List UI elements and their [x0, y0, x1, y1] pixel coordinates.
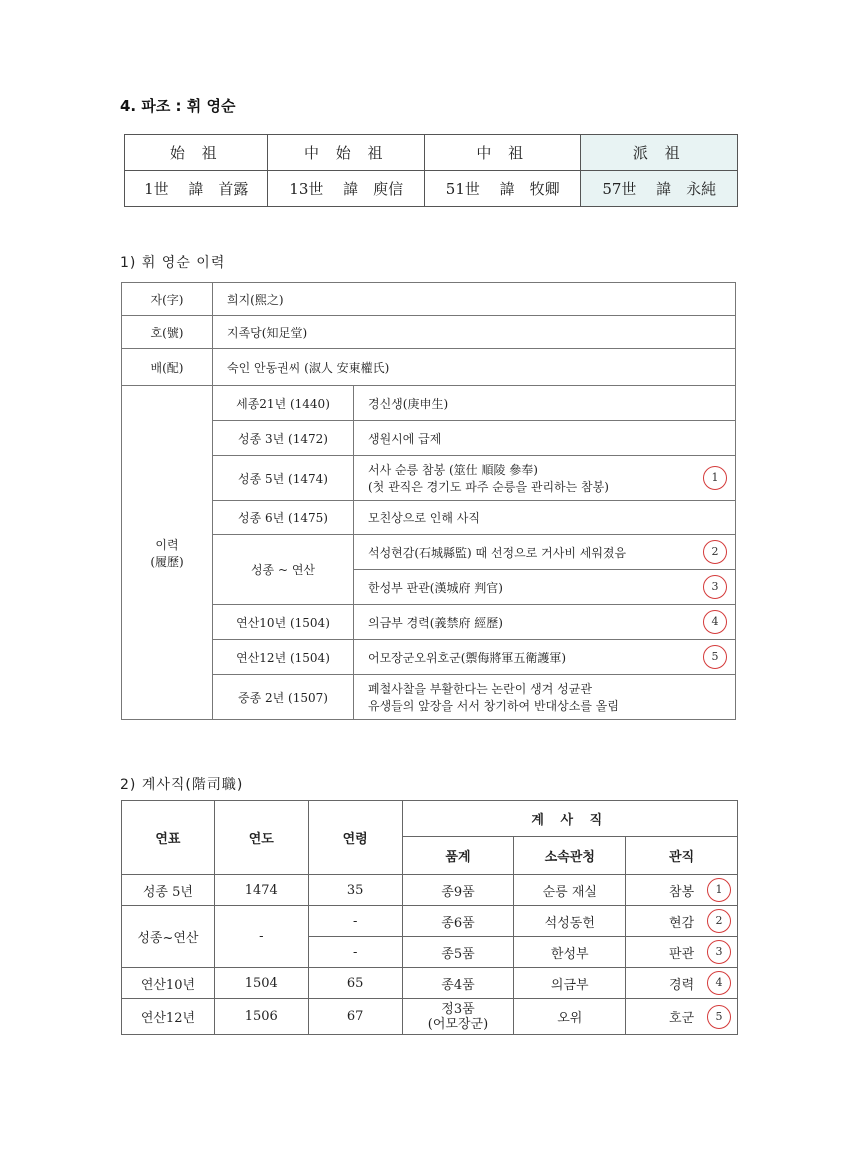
history-event-text: 어모장군오위호군(禦侮將軍五衛護軍) [368, 650, 567, 665]
footnote-marker: 5 [703, 645, 727, 669]
rank-table [121, 800, 738, 1035]
history-event [354, 675, 736, 720]
cell-age: 35 [308, 875, 402, 906]
cell-grade: 종5품 [402, 937, 514, 968]
table-row [122, 283, 736, 316]
cell-year: 1506 [214, 999, 308, 1035]
cell-age: - [308, 906, 402, 937]
col-header-post: 관직 [626, 837, 738, 875]
section-title-history: 1) 휘 영순 이력 [120, 255, 226, 271]
cell-office: 석성동헌 [514, 906, 626, 937]
post-text: 참봉 [669, 884, 695, 900]
ho-label: 호(號) [122, 316, 213, 349]
history-year: 성종 3년 (1472) [213, 421, 354, 456]
history-year: 세종21년 (1440) [213, 386, 354, 421]
cell-grade: 종9품 [402, 875, 514, 906]
history-year: 성종 6년 (1475) [213, 501, 354, 535]
lineage-value: 1世 諱 首露 [125, 171, 268, 207]
history-row [122, 421, 736, 456]
history-label-main: 이력 [155, 537, 179, 552]
table-row [122, 349, 736, 386]
footnote-marker: 1 [707, 878, 731, 902]
cell-post [626, 875, 738, 906]
history-year: 연산12년 (1504) [213, 640, 354, 675]
lineage-value: 57世 諱 永純 [581, 171, 738, 207]
cell-grade: 종6품 [402, 906, 514, 937]
lineage-header: 派 祖 [581, 135, 738, 171]
cell-post [626, 937, 738, 968]
history-row [122, 640, 736, 675]
history-event-text: 석성현감(石城縣監) 때 선정으로 거사비 세워졌음 [368, 545, 627, 560]
history-event: 모친상으로 인해 사직 [354, 501, 736, 535]
cell-year: - [214, 906, 308, 968]
lineage-header: 中 始 祖 [268, 135, 425, 171]
cell-post [626, 999, 738, 1035]
section-title-rank: 2) 계사직(階司職) [120, 777, 244, 793]
footnote-marker: 3 [707, 940, 731, 964]
footnote-marker: 2 [703, 540, 727, 564]
col-header-grade: 품계 [402, 837, 514, 875]
cell-post [626, 968, 738, 999]
history-event [354, 640, 736, 675]
grade-line: 정3품 [441, 1001, 475, 1017]
table-row [122, 316, 736, 349]
table-row [122, 906, 738, 937]
lineage-table [124, 134, 738, 207]
rank-header-row [122, 801, 738, 837]
table-row [122, 999, 738, 1035]
history-event: 생원시에 급제 [354, 421, 736, 456]
history-event [354, 605, 736, 640]
footnote-marker: 2 [707, 909, 731, 933]
post-text: 현감 [669, 915, 695, 931]
cell-year: 1474 [214, 875, 308, 906]
footnote-marker: 4 [703, 610, 727, 634]
history-year: 성종 5년 (1474) [213, 456, 354, 501]
cell-office: 순릉 재실 [514, 875, 626, 906]
col-header-year: 연도 [214, 801, 308, 875]
col-header-group: 계 사 직 [402, 801, 737, 837]
cell-era: 성종~연산 [122, 906, 215, 968]
post-text: 판관 [669, 946, 695, 962]
history-event-line: 유생들의 앞장을 서서 창기하여 반대상소를 올림 [368, 699, 619, 713]
table-row [122, 968, 738, 999]
profile-table [121, 282, 736, 720]
history-event [354, 570, 736, 605]
lineage-value: 51世 諱 牧卿 [424, 171, 581, 207]
ja-label: 자(字) [122, 283, 213, 316]
cell-age: - [308, 937, 402, 968]
footnote-marker: 1 [703, 466, 727, 490]
lineage-header-row [125, 135, 738, 171]
lineage-header: 中 祖 [424, 135, 581, 171]
footnote-marker: 5 [707, 1005, 731, 1029]
col-header-era: 연표 [122, 801, 215, 875]
history-row [122, 501, 736, 535]
cell-era: 성종 5년 [122, 875, 215, 906]
col-header-office: 소속관청 [514, 837, 626, 875]
page-heading: 4. 파조 : 휘 영순 [120, 97, 236, 115]
history-label-hanja: (履歷) [150, 554, 184, 569]
cell-grade: 종4품 [402, 968, 514, 999]
post-text: 경력 [669, 977, 695, 993]
cell-era: 연산12년 [122, 999, 215, 1035]
ho-value: 지족당(知足堂) [213, 316, 736, 349]
footnote-marker: 4 [707, 971, 731, 995]
history-row [122, 605, 736, 640]
history-event-line: 서사 순릉 참봉 (筮仕 順陵 參奉) [368, 463, 538, 477]
cell-office: 오위 [514, 999, 626, 1035]
history-row [122, 386, 736, 421]
footnote-marker: 3 [703, 575, 727, 599]
bae-value: 숙인 안동권씨 (淑人 安東權氏) [213, 349, 736, 386]
cell-office: 한성부 [514, 937, 626, 968]
cell-year: 1504 [214, 968, 308, 999]
history-year: 성종 ~ 연산 [213, 535, 354, 605]
history-event-text: 한성부 판관(漢城府 判官) [368, 580, 503, 595]
cell-age: 65 [308, 968, 402, 999]
cell-post [626, 906, 738, 937]
cell-era: 연산10년 [122, 968, 215, 999]
grade-line: (어모장군) [427, 1016, 489, 1032]
table-row [122, 875, 738, 906]
history-event-text: 의금부 경력(義禁府 經歷) [368, 615, 503, 630]
history-event [354, 456, 736, 501]
ja-value: 희지(熙之) [213, 283, 736, 316]
history-event: 경신생(庚申生) [354, 386, 736, 421]
history-event [354, 535, 736, 570]
history-row [122, 675, 736, 720]
lineage-value-row [125, 171, 738, 207]
lineage-header: 始 祖 [125, 135, 268, 171]
post-text: 호군 [669, 1011, 695, 1026]
history-year: 연산10년 (1504) [213, 605, 354, 640]
cell-age: 67 [308, 999, 402, 1035]
history-event-line: (첫 관직은 경기도 파주 순릉을 관리하는 참봉) [368, 480, 609, 494]
bae-label: 배(配) [122, 349, 213, 386]
history-label [122, 386, 213, 720]
history-row [122, 456, 736, 501]
lineage-value: 13世 諱 庾信 [268, 171, 425, 207]
history-event-line: 폐철사찰을 부활한다는 논란이 생겨 성균관 [368, 682, 592, 696]
cell-office: 의금부 [514, 968, 626, 999]
cell-grade [402, 999, 514, 1035]
history-row [122, 535, 736, 570]
col-header-age: 연령 [308, 801, 402, 875]
history-year: 중종 2년 (1507) [213, 675, 354, 720]
